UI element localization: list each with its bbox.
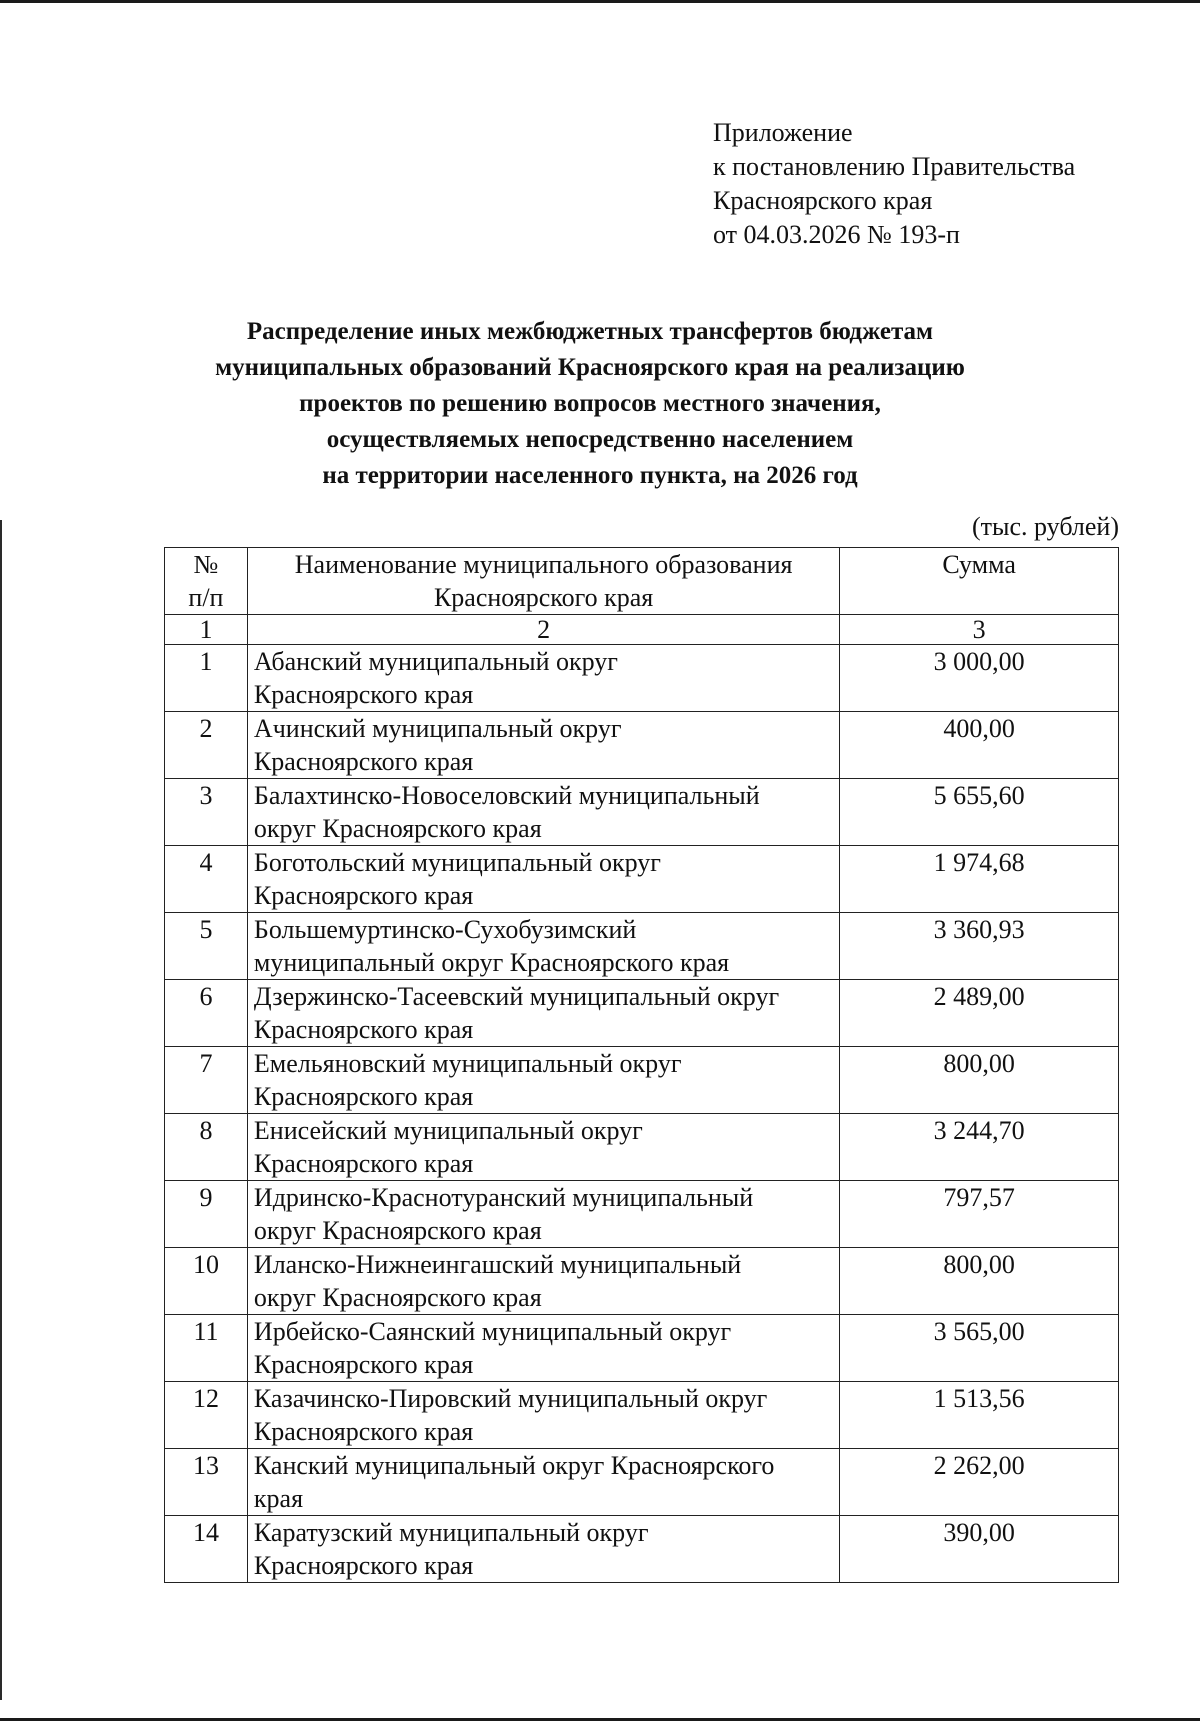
row-name-line: Красноярского края bbox=[253, 1082, 474, 1111]
row-number: 11 bbox=[165, 1315, 248, 1382]
row-sum: 400,00 bbox=[840, 712, 1119, 779]
index-cell: 1 bbox=[165, 615, 248, 645]
row-name-line: Енисейский муниципальный округ bbox=[253, 1116, 643, 1145]
index-cell: 3 bbox=[840, 615, 1119, 645]
row-sum: 3 565,00 bbox=[840, 1315, 1119, 1382]
row-municipality-name bbox=[247, 1114, 839, 1181]
row-name-line: округ Красноярского края bbox=[253, 1283, 542, 1312]
row-sum: 1 513,56 bbox=[840, 1382, 1119, 1449]
header-number-line: п/п bbox=[188, 583, 224, 612]
title-line: муниципальных образований Красноярского края на реализацию bbox=[215, 354, 965, 381]
row-name-line: Иланско-Нижнеингашский муниципальный bbox=[253, 1250, 742, 1279]
row-name-line: муниципальный округ Красноярского края bbox=[253, 948, 730, 977]
row-municipality-name bbox=[247, 1047, 839, 1114]
row-municipality-name bbox=[247, 1181, 839, 1248]
row-name-line: Красноярского края bbox=[253, 680, 474, 709]
scan-border-bottom bbox=[0, 1718, 1200, 1721]
row-name-line: Емельяновский муниципальный округ bbox=[253, 1049, 682, 1078]
appendix-line: к постановлению Правительства bbox=[713, 152, 1076, 181]
row-sum: 2 262,00 bbox=[840, 1449, 1119, 1516]
row-sum: 800,00 bbox=[840, 1248, 1119, 1315]
row-name-line: Балахтинско-Новоселовский муниципальный bbox=[253, 781, 760, 810]
row-name-line: Казачинско-Пировский муниципальный округ bbox=[253, 1384, 768, 1413]
header-sum bbox=[840, 548, 1119, 615]
header-number bbox=[165, 548, 248, 615]
row-sum: 3 244,70 bbox=[840, 1114, 1119, 1181]
table-row bbox=[165, 1114, 1119, 1181]
row-name-line: Красноярского края bbox=[253, 1149, 474, 1178]
table-row bbox=[165, 1047, 1119, 1114]
row-number: 8 bbox=[165, 1114, 248, 1181]
title-line: на территории населенного пункта, на 2026 год bbox=[322, 462, 858, 489]
header-number-line: № bbox=[193, 550, 219, 579]
row-name-line: Красноярского края bbox=[253, 747, 474, 776]
table-row bbox=[165, 1181, 1119, 1248]
header-name bbox=[247, 548, 839, 615]
row-sum: 3 000,00 bbox=[840, 645, 1119, 712]
row-sum: 3 360,93 bbox=[840, 913, 1119, 980]
row-municipality-name bbox=[247, 712, 839, 779]
row-number: 12 bbox=[165, 1382, 248, 1449]
table-row bbox=[165, 1382, 1119, 1449]
row-name-line: округ Красноярского края bbox=[253, 1216, 542, 1245]
document-title bbox=[130, 314, 1050, 494]
row-municipality-name bbox=[247, 1248, 839, 1315]
row-number: 10 bbox=[165, 1248, 248, 1315]
row-municipality-name bbox=[247, 846, 839, 913]
row-number: 13 bbox=[165, 1449, 248, 1516]
row-municipality-name bbox=[247, 913, 839, 980]
row-name-line: Ачинский муниципальный округ bbox=[253, 714, 622, 743]
row-sum: 390,00 bbox=[840, 1516, 1119, 1583]
table-row bbox=[165, 645, 1119, 712]
appendix-date-number: от 04.03.2026 № 193-п bbox=[713, 220, 960, 249]
table-row bbox=[165, 1315, 1119, 1382]
row-name-line: края bbox=[253, 1484, 304, 1513]
row-municipality-name bbox=[247, 980, 839, 1047]
table-row bbox=[165, 779, 1119, 846]
scan-border-top bbox=[0, 0, 1200, 3]
title-line: осуществляемых непосредственно населением bbox=[326, 426, 854, 453]
row-name-line: Каратузский муниципальный округ bbox=[253, 1518, 649, 1547]
row-name-line: Красноярского края bbox=[253, 881, 474, 910]
row-number: 1 bbox=[165, 645, 248, 712]
row-number: 6 bbox=[165, 980, 248, 1047]
row-municipality-name bbox=[247, 1516, 839, 1583]
row-sum: 5 655,60 bbox=[840, 779, 1119, 846]
table-row bbox=[165, 1248, 1119, 1315]
header-name-line: Красноярского края bbox=[433, 583, 654, 612]
row-number: 14 bbox=[165, 1516, 248, 1583]
header-sum-line: Сумма bbox=[942, 550, 1016, 579]
row-sum: 800,00 bbox=[840, 1047, 1119, 1114]
row-number: 5 bbox=[165, 913, 248, 980]
row-name-line: округ Красноярского края bbox=[253, 814, 542, 843]
row-name-line: Канский муниципальный округ Красноярского bbox=[253, 1451, 775, 1480]
row-municipality-name bbox=[247, 779, 839, 846]
row-number: 4 bbox=[165, 846, 248, 913]
row-name-line: Дзержинско-Тасеевский муниципальный округ bbox=[253, 982, 780, 1011]
row-municipality-name bbox=[247, 1382, 839, 1449]
table-row bbox=[165, 846, 1119, 913]
table-row bbox=[165, 1449, 1119, 1516]
table-row bbox=[165, 1516, 1119, 1583]
scan-border-left bbox=[0, 520, 2, 1700]
row-name-line: Боготольский муниципальный округ bbox=[253, 848, 661, 877]
table-row bbox=[165, 712, 1119, 779]
distribution-table bbox=[164, 547, 1119, 1583]
row-sum: 2 489,00 bbox=[840, 980, 1119, 1047]
row-municipality-name bbox=[247, 1449, 839, 1516]
row-name-line: Абанский муниципальный округ bbox=[253, 647, 618, 676]
row-number: 2 bbox=[165, 712, 248, 779]
row-sum: 1 974,68 bbox=[840, 846, 1119, 913]
row-number: 3 bbox=[165, 779, 248, 846]
row-number: 9 bbox=[165, 1181, 248, 1248]
index-cell: 2 bbox=[247, 615, 839, 645]
header-name-line: Наименование муниципального образования bbox=[294, 550, 793, 579]
table-row bbox=[165, 980, 1119, 1047]
row-municipality-name bbox=[247, 1315, 839, 1382]
appendix-line: Приложение bbox=[713, 118, 853, 147]
row-name-line: Идринско-Краснотуранский муниципальный bbox=[253, 1183, 754, 1212]
appendix-line: Красноярского края bbox=[713, 186, 933, 215]
table-row bbox=[165, 913, 1119, 980]
row-name-line: Ирбейско-Саянский муниципальный округ bbox=[253, 1317, 732, 1346]
row-number: 7 bbox=[165, 1047, 248, 1114]
title-line: Распределение иных межбюджетных трансфертов бюджетам bbox=[246, 318, 934, 345]
row-name-line: Красноярского края bbox=[253, 1015, 474, 1044]
row-municipality-name bbox=[247, 645, 839, 712]
table-header-row bbox=[165, 548, 1119, 615]
row-name-line: Большемуртинско-Сухобузимский bbox=[253, 915, 637, 944]
title-line: проектов по решению вопросов местного значения, bbox=[299, 390, 881, 417]
row-name-line: Красноярского края bbox=[253, 1350, 474, 1379]
units-label: (тыс. рублей) bbox=[971, 512, 1119, 541]
appendix-block bbox=[713, 116, 1075, 252]
row-name-line: Красноярского края bbox=[253, 1417, 474, 1446]
row-sum: 797,57 bbox=[840, 1181, 1119, 1248]
table-index-row bbox=[165, 615, 1119, 645]
row-name-line: Красноярского края bbox=[253, 1551, 474, 1580]
